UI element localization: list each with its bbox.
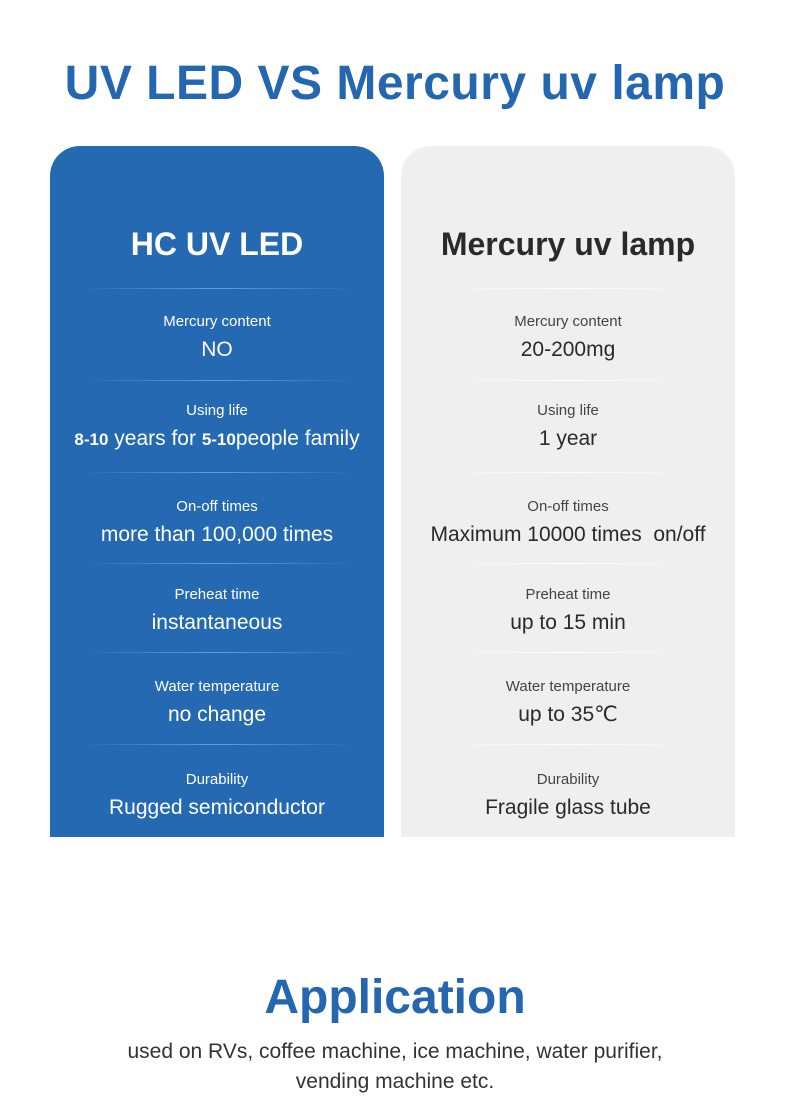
mercury-water-row: [401, 677, 735, 729]
divider: [78, 652, 356, 653]
uv-led-card-title: HC UV LED: [130, 226, 304, 262]
row-label: Using life: [186, 402, 248, 419]
row-label: Mercury content: [514, 313, 622, 330]
divider: [429, 472, 707, 473]
mercury-life-row: [401, 401, 735, 453]
uv-led-mercury-row: [50, 312, 384, 364]
uv-led-preheat-row: [50, 585, 384, 637]
application-description: used on RVs, coffee machine, ice machine, water purifier, vending machine etc.: [127, 1040, 663, 1093]
row-label: Preheat time: [525, 586, 611, 603]
row-value: no change: [167, 703, 267, 726]
divider: [429, 744, 707, 745]
mercury-preheat-row: [401, 585, 735, 637]
row-label: Water temperature: [505, 678, 631, 695]
row-label: Mercury content: [163, 313, 271, 330]
row-value: up to 15 min: [510, 611, 626, 634]
row-value: more than 100,000 times: [100, 523, 334, 546]
row-label: Durability: [185, 771, 249, 788]
row-value: Fragile glass tube: [485, 796, 651, 819]
row-value: Rugged semiconductor: [109, 796, 325, 819]
uv-led-water-row: [50, 677, 384, 729]
divider: [429, 380, 707, 381]
divider: [429, 288, 707, 289]
mercury-onoff-row: [401, 497, 735, 549]
mercury-durability-row: [401, 770, 735, 822]
uv-led-onoff-row: [50, 497, 384, 549]
row-value: instantaneous: [151, 611, 283, 634]
uv-led-card: [50, 146, 384, 837]
row-label: On-off times: [527, 498, 609, 515]
row-label: Preheat time: [174, 586, 260, 603]
uv-led-life-row: [50, 401, 384, 454]
row-value: [50, 425, 384, 454]
life-years-number: 8-10: [74, 430, 109, 449]
application-title: Application: [264, 970, 526, 1024]
life-family-text: people family: [235, 427, 360, 450]
divider: [78, 380, 356, 381]
divider: [78, 288, 356, 289]
row-value: up to 35℃: [518, 703, 618, 726]
life-years-text: years for: [108, 427, 202, 450]
mercury-lamp-card-title: Mercury uv lamp: [440, 226, 696, 262]
row-label: Durability: [536, 771, 600, 788]
life-family-number: 5-10: [201, 430, 236, 449]
mercury-lamp-card: [401, 146, 735, 837]
page-title: UV LED VS Mercury uv lamp: [64, 57, 726, 111]
row-label: Water temperature: [154, 678, 280, 695]
row-label: On-off times: [176, 498, 258, 515]
divider: [78, 563, 356, 564]
divider: [429, 652, 707, 653]
divider: [429, 563, 707, 564]
row-value: 20-200mg: [520, 338, 616, 361]
row-label: Using life: [537, 402, 599, 419]
row-value: Maximum 10000 times on/off: [430, 523, 706, 546]
divider: [78, 744, 356, 745]
mercury-mercury-row: [401, 312, 735, 364]
divider: [78, 472, 356, 473]
uv-led-durability-row: [50, 770, 384, 822]
row-value: 1 year: [538, 427, 598, 450]
row-value: NO: [201, 338, 233, 361]
